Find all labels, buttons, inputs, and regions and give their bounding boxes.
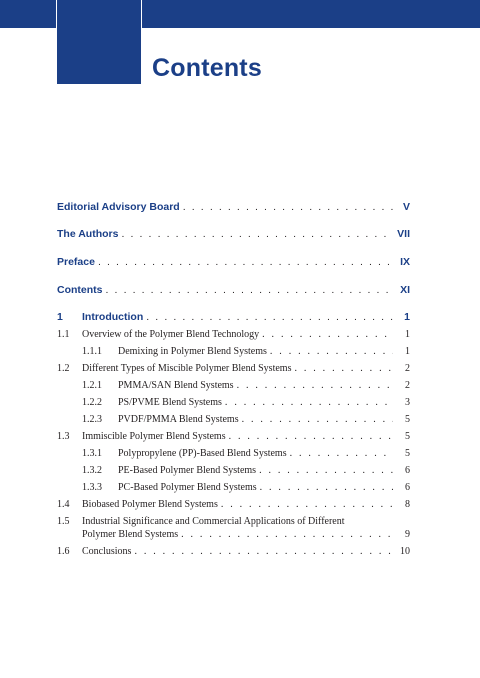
section-label: Overview of the Polymer Blend Technology <box>82 329 260 340</box>
section-label: Biobased Polymer Blend Systems <box>82 499 218 510</box>
dot-leader <box>98 256 393 268</box>
subsection-label: PC-Based Polymer Blend Systems <box>118 482 257 493</box>
dot-leader <box>262 329 393 340</box>
subsection-number: 1.3.3 <box>82 482 102 493</box>
toc-subsection[interactable] <box>57 380 410 391</box>
toc-chapter-1[interactable] <box>57 311 410 323</box>
section-page: 9 <box>405 529 410 540</box>
section-number: 1.4 <box>57 499 70 510</box>
toc-entry-editorial-board[interactable] <box>57 201 410 213</box>
subsection-label: Demixing in Polymer Blend Systems <box>118 346 267 357</box>
section-number: 1.6 <box>57 546 70 557</box>
toc-subsection[interactable] <box>57 465 410 476</box>
toc-entry-page: IX <box>400 256 410 268</box>
section-label-line2: Polymer Blend Systems <box>82 529 179 540</box>
toc-entry-label: Preface <box>57 256 95 268</box>
section-label: Conclusions <box>82 546 132 557</box>
toc-section[interactable] <box>57 363 410 374</box>
chapter-label: Introduction <box>82 311 144 323</box>
dot-leader <box>260 482 393 493</box>
subsection-label: Polypropylene (PP)-Based Blend Systems <box>118 448 287 459</box>
dot-leader <box>225 397 393 408</box>
dot-leader <box>270 346 393 357</box>
dot-leader <box>294 363 393 374</box>
header-bar-left <box>0 0 56 28</box>
toc-entry-preface[interactable] <box>57 256 410 268</box>
toc-entry-page: VII <box>397 228 410 240</box>
subsection-label: PMMA/SAN Blend Systems <box>118 380 234 391</box>
dot-leader <box>181 529 393 540</box>
subsection-page: 6 <box>405 465 410 476</box>
section-page: 10 <box>400 546 410 557</box>
subsection-label: PS/PVME Blend Systems <box>118 397 222 408</box>
section-page: 1 <box>405 329 410 340</box>
dot-leader <box>134 546 393 557</box>
subsection-page: 5 <box>405 414 410 425</box>
subsection-page: 6 <box>405 482 410 493</box>
subsection-number: 1.3.1 <box>82 448 102 459</box>
toc-subsection[interactable] <box>57 414 410 425</box>
toc-subsection[interactable] <box>57 482 410 493</box>
toc-entry-page: V <box>402 201 410 213</box>
dot-leader <box>237 380 393 391</box>
section-label-line1: Industrial Significance and Commercial Applications of Different <box>82 516 345 527</box>
dot-leader <box>221 499 393 510</box>
subsection-number: 1.2.2 <box>82 397 102 408</box>
toc-entry-contents[interactable] <box>57 284 410 296</box>
section-label: Immiscible Polymer Blend Systems <box>82 431 226 442</box>
toc-section[interactable] <box>57 329 410 340</box>
subsection-page: 2 <box>405 380 410 391</box>
section-page: 5 <box>405 431 410 442</box>
dot-leader <box>121 228 393 240</box>
subsection-number: 1.2.1 <box>82 380 102 391</box>
toc-entry-page: XI <box>400 284 410 296</box>
section-number: 1.5 <box>57 516 70 527</box>
page-title: Contents <box>152 54 262 82</box>
toc-subsection[interactable] <box>57 346 410 357</box>
header-bar-right <box>142 0 480 28</box>
section-number: 1.3 <box>57 431 70 442</box>
toc-section[interactable] <box>57 546 410 557</box>
section-number: 1.2 <box>57 363 70 374</box>
toc-section[interactable] <box>57 516 410 540</box>
subsection-label: PE-Based Polymer Blend Systems <box>118 465 257 476</box>
toc-subsection[interactable] <box>57 397 410 408</box>
subsection-page: 1 <box>405 346 410 357</box>
section-page: 2 <box>405 363 410 374</box>
toc-subsection[interactable] <box>57 448 410 459</box>
subsection-page: 3 <box>405 397 410 408</box>
subsection-label: PVDF/PMMA Blend Systems <box>118 414 239 425</box>
dot-leader <box>106 284 394 296</box>
dot-leader <box>229 431 393 442</box>
section-number: 1.1 <box>57 329 70 340</box>
toc-section[interactable] <box>57 431 410 442</box>
dot-leader <box>242 414 393 425</box>
subsection-page: 5 <box>405 448 410 459</box>
dot-leader <box>146 311 393 323</box>
dot-leader <box>183 201 393 213</box>
title-block <box>57 0 141 84</box>
dot-leader <box>259 465 393 476</box>
subsection-number: 1.3.2 <box>82 465 102 476</box>
toc-entry-label: The Authors <box>57 228 119 240</box>
chapter-page: 1 <box>404 311 410 323</box>
subsection-number: 1.1.1 <box>82 346 102 357</box>
section-label: Different Types of Miscible Polymer Blend Systems <box>82 363 292 374</box>
subsection-number: 1.2.3 <box>82 414 102 425</box>
toc-entry-label: Contents <box>57 284 103 296</box>
toc-section[interactable] <box>57 499 410 510</box>
toc-entry-label: Editorial Advisory Board <box>57 201 180 213</box>
chapter-number: 1 <box>57 311 63 323</box>
toc-entry-authors[interactable] <box>57 228 410 240</box>
section-page: 8 <box>405 499 410 510</box>
dot-leader <box>290 448 393 459</box>
